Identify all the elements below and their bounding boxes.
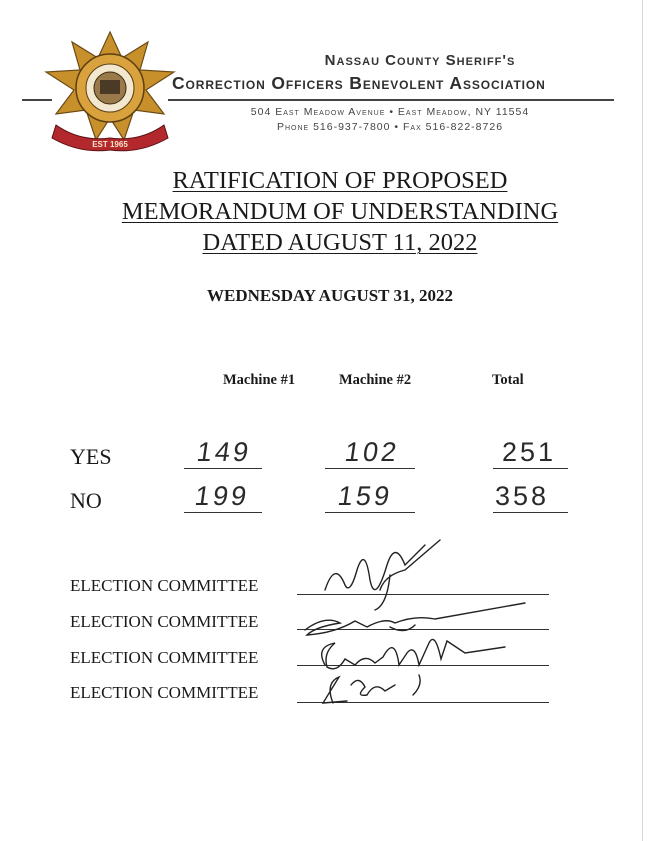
org-name-line2: Correction Officers Benevolent Association bbox=[172, 73, 546, 93]
no-machine1-line bbox=[184, 512, 262, 513]
logo-banner-text: EST 1965 bbox=[92, 140, 128, 149]
signature-4 bbox=[323, 677, 395, 703]
column-header-machine2: Machine #2 bbox=[339, 372, 412, 388]
letterhead-rule-right bbox=[168, 99, 614, 101]
yes-machine1-line bbox=[184, 468, 262, 469]
no-machine2-line bbox=[325, 512, 415, 513]
committee-label-2: ELECTION COMMITTEE bbox=[70, 612, 259, 631]
no-total-count: 358 bbox=[495, 481, 550, 511]
vote-date: WEDNESDAY AUGUST 31, 2022 bbox=[207, 286, 453, 305]
yes-machine2-count: 102 bbox=[342, 437, 402, 467]
yes-machine1-count: 149 bbox=[194, 437, 254, 467]
row-label-yes: YES bbox=[70, 444, 112, 469]
org-address: 504 East Meadow Avenue • East Meadow, NY 11554 bbox=[250, 106, 530, 118]
yes-total-line bbox=[493, 468, 568, 469]
row-label-no: NO bbox=[70, 488, 102, 513]
committee-label-4: ELECTION COMMITTEE bbox=[70, 683, 259, 702]
no-machine1-count: 199 bbox=[192, 481, 252, 511]
signature-2 bbox=[305, 603, 525, 635]
committee-label-3: ELECTION COMMITTEE bbox=[70, 648, 259, 667]
document-title-line2: MEMORANDUM OF UNDERSTANDING bbox=[121, 198, 559, 225]
column-header-machine1: Machine #1 bbox=[223, 372, 296, 388]
sheriff-star-seal-icon bbox=[40, 30, 180, 155]
letterhead-rule-left bbox=[22, 99, 52, 101]
page-edge bbox=[642, 0, 643, 841]
column-header-total: Total bbox=[492, 372, 524, 388]
org-phone-fax: Phone 516-937-7800 • Fax 516-822-8726 bbox=[276, 121, 504, 133]
handwritten-signatures bbox=[295, 535, 535, 710]
org-name-line1: Nassau County Sheriff's bbox=[324, 52, 516, 69]
signature-3 bbox=[322, 639, 505, 695]
yes-total-count: 251 bbox=[502, 437, 557, 467]
no-total-line bbox=[493, 512, 568, 513]
document-title-line3: DATED AUGUST 11, 2022 bbox=[202, 229, 478, 256]
yes-machine2-line bbox=[325, 468, 415, 469]
no-machine2-count: 159 bbox=[335, 481, 395, 511]
signature-1 bbox=[325, 540, 440, 610]
document-title-line1: RATIFICATION OF PROPOSED bbox=[172, 167, 508, 194]
committee-label-1: ELECTION COMMITTEE bbox=[70, 576, 259, 595]
